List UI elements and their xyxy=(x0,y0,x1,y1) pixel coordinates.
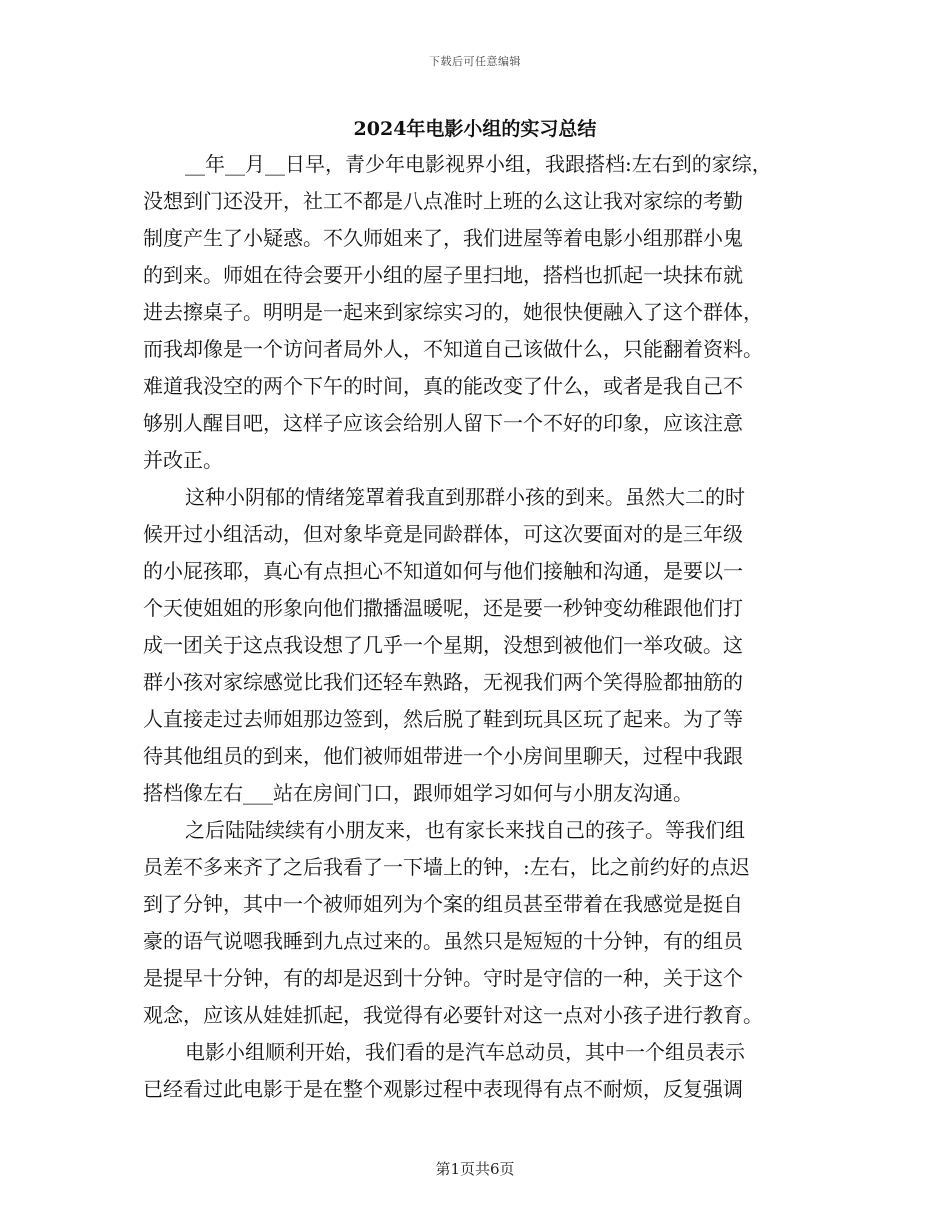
page-number: 第1页共6页 xyxy=(435,1160,515,1178)
text-line: 制度产生了小疑惑。不久师姐来了，我们进屋等着电影小组那群小鬼 xyxy=(143,226,743,250)
text-line: 个天使姐姐的形象向他们撒播温暖呢，还是要一秒钟变幼稚跟他们打 xyxy=(143,596,743,620)
page-header-note: 下载后可任意编辑 xyxy=(429,55,521,68)
text-line: 员差不多来齐了之后我看了一下墙上的钟，:左右，比之前约好的点迟 xyxy=(143,855,750,879)
document-body xyxy=(143,146,809,1108)
text-line: 够别人醒目吧，这样子应该会给别人留下一个不好的印象，应该注意 xyxy=(143,411,743,435)
text-line: 成一团关于这点我设想了几乎一个星期，没想到被他们一举攻破。这 xyxy=(143,633,743,657)
text-line: 这种小阴郁的情绪笼罩着我直到那群小孩的到来。虽然大二的时 xyxy=(185,485,745,509)
text-line: 观念，应该从娃娃抓起，我觉得有必要针对这一点对小孩子进行教育。 xyxy=(143,1003,763,1027)
text-line: 群小孩对家综感觉比我们还轻车熟路，无视我们两个笑得脸都抽筋的 xyxy=(143,670,743,694)
text-line: 的小屁孩耶，真心有点担心不知道如何与他们接触和沟通，是要以一 xyxy=(143,559,743,583)
text-line: 到了分钟，其中一个被师姐列为个案的组员甚至带着在我感觉是挺自 xyxy=(143,892,743,916)
document-title: 2024年电影小组的实习总结 xyxy=(353,118,597,140)
text-line: 搭档像左右___站在房间门口，跟师姐学习如何与小朋友沟通。 xyxy=(143,781,693,805)
text-line: __年__月__日早，青少年电影视界小组，我跟搭档:左右到的家综， xyxy=(185,152,772,176)
text-line: 豪的语气说嗯我睡到九点过来的。虽然只是短短的十分钟，有的组员 xyxy=(143,929,743,953)
text-line: 候开过小组活动，但对象毕竟是同龄群体，可这次要面对的是三年级 xyxy=(143,522,743,546)
text-line: 之后陆陆续续有小朋友来，也有家长来找自己的孩子。等我们组 xyxy=(185,818,745,842)
text-line: 的到来。师姐在待会要开小组的屋子里扫地，搭档也抓起一块抹布就 xyxy=(143,263,743,287)
text-line: 难道我没空的两个下午的时间，真的能改变了什么，或者是我自己不 xyxy=(143,374,743,398)
text-line: 电影小组顺利开始，我们看的是汽车总动员，其中一个组员表示 xyxy=(185,1040,745,1064)
text-line: 没想到门还没开，社工不都是八点准时上班的么这让我对家综的考勤 xyxy=(143,189,743,213)
text-line: 而我却像是一个访问者局外人，不知道自己该做什么，只能翻着资料。 xyxy=(143,337,763,361)
text-line: 人直接走过去师姐那边签到，然后脱了鞋到玩具区玩了起来。为了等 xyxy=(143,707,743,731)
text-line: 已经看过此电影于是在整个观影过程中表现得有点不耐烦，反复强调 xyxy=(143,1077,743,1101)
text-line: 并改正。 xyxy=(143,448,223,472)
text-line: 是提早十分钟，有的却是迟到十分钟。守时是守信的一种，关于这个 xyxy=(143,966,743,990)
text-line: 进去擦桌子。明明是一起来到家综实习的，她很快便融入了这个群体， xyxy=(143,300,763,324)
text-line: 待其他组员的到来，他们被师姐带进一个小房间里聊天，过程中我跟 xyxy=(143,744,743,768)
